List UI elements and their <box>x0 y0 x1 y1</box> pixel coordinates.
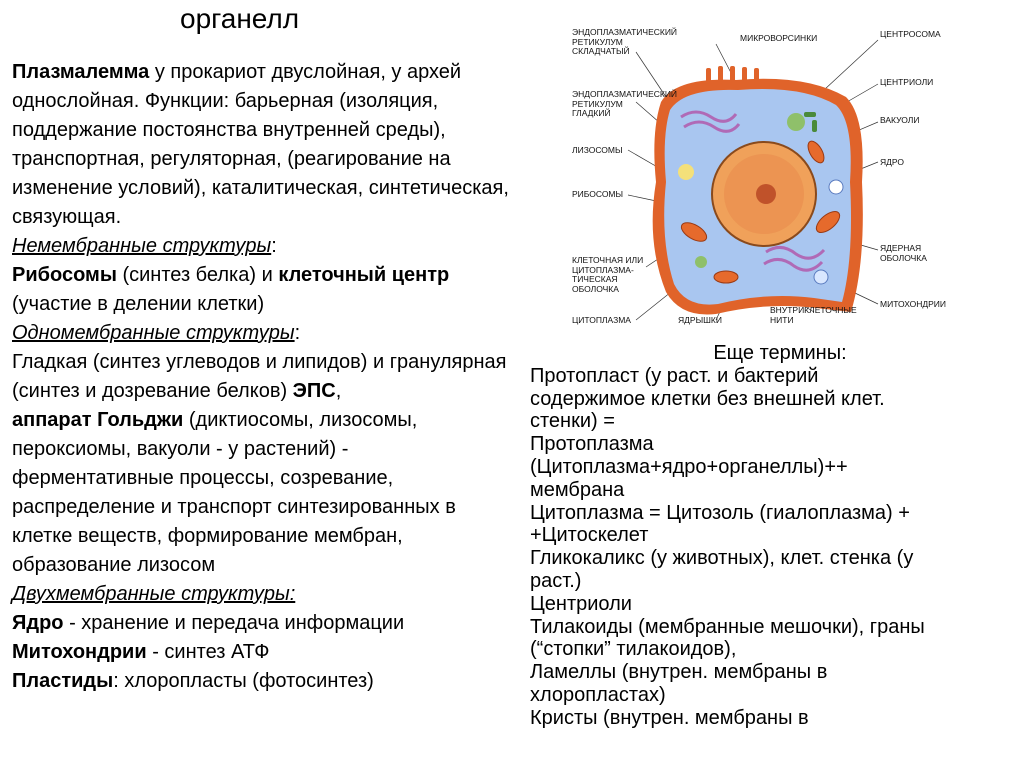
eps-comma: , <box>335 380 342 402</box>
label-er-rough: ЭНДОПЛАЗМАТИЧЕСКИЙ РЕТИКУЛУМ СКЛАДЧАТЫЙ <box>572 27 678 56</box>
onemembrane-colon: : <box>294 322 301 344</box>
cell-diagram <box>566 22 956 332</box>
term-line: Протопласт (у раст. и бактерий <box>530 364 819 387</box>
label-cell-membrane: КЛЕТОЧНАЯ ИЛИ ЦИТОПЛАЗМА- ТИЧЕСКАЯ ОБОЛОЧКА <box>572 255 644 294</box>
label-centrosome: ЦЕНТРОСОМА <box>880 29 941 39</box>
left-text-column <box>12 58 512 696</box>
eps-paragraph <box>12 348 512 406</box>
eps-term: ЭПС <box>292 380 336 402</box>
label-cytoplasm: ЦИТОПЛАЗМА <box>572 315 631 325</box>
plastid-paragraph <box>12 667 512 696</box>
onemembrane-heading: Одномембранные структуры <box>12 322 295 344</box>
label-filaments: ВНУТРИКЛЕТОЧНЫЕ НИТИ <box>770 305 857 325</box>
term-line: (Цитоплазма+ядро+органеллы)++ <box>530 455 848 478</box>
label-ribosomes: РИБОСОМЫ <box>572 189 624 199</box>
plastid-term: Пластиды <box>12 670 114 692</box>
term-line: +Цитоскелет <box>530 524 649 547</box>
term-line: раст.) <box>530 569 582 592</box>
term-line: мембрана <box>530 478 625 501</box>
label-vacuoles: ВАКУОЛИ <box>880 115 920 125</box>
nonmembrane-heading: Немембранные структуры <box>12 235 272 257</box>
nonmembrane-colon: : <box>271 235 277 257</box>
mitochondria-description: - синтез АТФ <box>146 641 270 663</box>
mitochondria-term: Митохондрии <box>12 641 147 663</box>
term-line: стенки) = <box>530 410 615 433</box>
more-terms-heading: Еще термины: <box>713 342 847 364</box>
page-title: органелл <box>180 3 300 34</box>
label-nuclear-envelope: ЯДЕРНАЯ ОБОЛОЧКА <box>880 243 927 263</box>
right-text-column <box>530 342 1010 730</box>
nucleus-term: Ядро <box>12 612 64 634</box>
nonmembrane-heading-line <box>12 232 512 261</box>
term-line: Центриоли <box>530 592 632 615</box>
nucleus-description: - хранение и передача информации <box>63 612 405 634</box>
eps-description: Гладкая (синтез углеводов и липидов) и гранулярная (синтез и дозревание белков) <box>12 351 507 402</box>
term-line: Гликокаликс (у животных), клет. стенка (у <box>530 547 914 570</box>
plasmalemma-paragraph <box>12 58 512 232</box>
label-lysosomes: ЛИЗОСОМЫ <box>572 145 623 155</box>
cell-center-term: клеточный центр <box>278 264 450 286</box>
nucleolus <box>756 184 776 204</box>
term-line: хлоропластах) <box>530 683 666 706</box>
golgi-paragraph <box>12 406 512 580</box>
term-line: содержимое клетки без внешней клет. <box>530 387 885 410</box>
label-nucleus: ЯДРО <box>880 157 904 167</box>
golgi-description: (диктиосомы, лизосомы, пероксиомы, вакуоли - у растений) - ферментативные процессы, созревание, распределение и транспорт синтезированных в клетке веществ, формирование мембран, образование лизосом <box>12 409 456 576</box>
label-er-smooth: ЭНДОПЛАЗМАТИЧЕСКИЙ РЕТИКУЛУМ ГЛАДКИЙ <box>572 89 678 118</box>
onemembrane-heading-line <box>12 319 512 348</box>
label-centrioles: ЦЕНТРИОЛИ <box>880 77 934 87</box>
ribosome-description: (синтез белка) и <box>116 264 279 286</box>
term-line: Кристы (внутрен. мембраны в <box>530 706 809 729</box>
mitochondria-paragraph <box>12 638 512 667</box>
term-line: Тилакоиды (мембранные мешочки), граны <box>530 615 925 638</box>
ribosome-paragraph <box>12 261 512 319</box>
label-microvilli: МИКРОВОРСИНКИ <box>740 33 818 43</box>
term-line: Протоплазма <box>530 433 654 456</box>
plasmalemma-description: у прокариот двуслойная, у архей однослойная. Функции: барьерная (изоляция, поддержание постоянства внутренней среды), транспортная, регуляторная, (реагирование на изменение условий), каталитическая, синтетическая, связующая. <box>12 61 509 228</box>
plastid-description: : хлоропласты (фотосинтез) <box>113 670 374 692</box>
ribosome-term: Рибосомы <box>12 264 117 286</box>
term-line: Ламеллы (внутрен. мембраны в <box>530 661 828 684</box>
golgi-term: аппарат Гольджи <box>12 409 184 431</box>
plasmalemma-term: Плазмалемма <box>12 61 150 83</box>
nucleus-paragraph <box>12 609 512 638</box>
term-line: (“стопки” тилакоидов), <box>530 638 737 661</box>
twomembrane-heading: Двухмембранные структуры: <box>12 583 296 605</box>
label-mitochondria: МИТОХОНДРИИ <box>880 299 947 309</box>
term-line: Цитоплазма = Цитозоль (гиалоплазма) + <box>530 501 910 524</box>
cell-center-description: (участие в делении клетки) <box>12 293 265 315</box>
twomembrane-heading-line <box>12 580 512 609</box>
label-nucleoli: ЯДРЫШКИ <box>678 315 722 325</box>
